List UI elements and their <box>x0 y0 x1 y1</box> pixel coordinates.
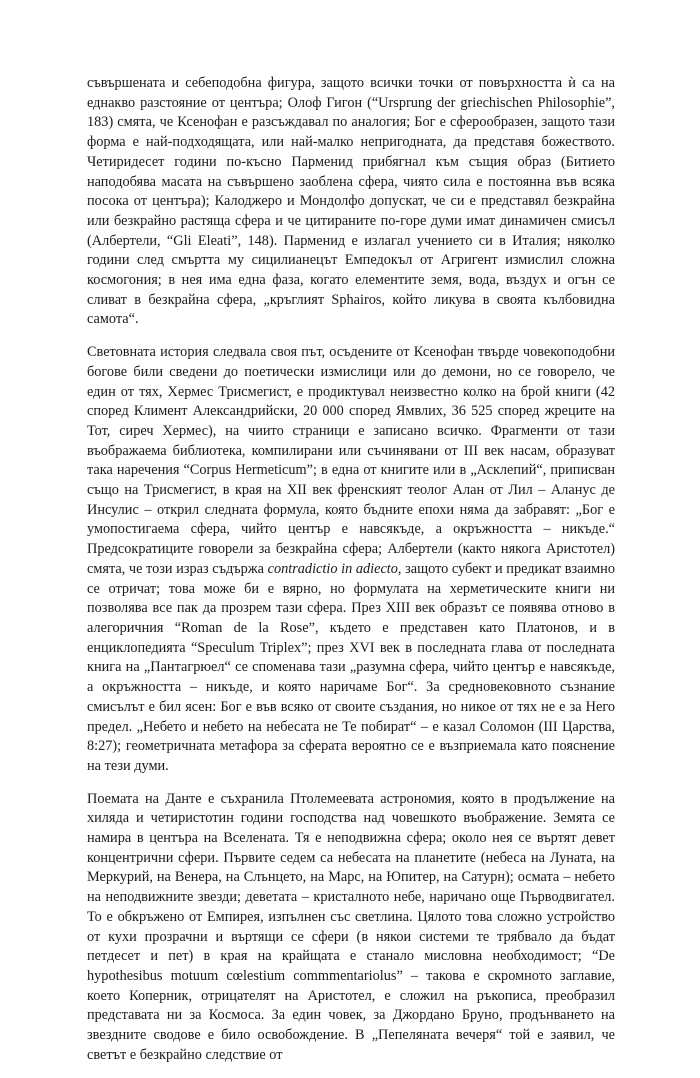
paragraph-2-text-end: , защото субект и предикат взаимно се отричат; това може би е вярно, но формулата на херметическите книги ни позволява все пак да прозрем тази сфера. През XIII век образът се появява отново в алегоричния “Roman de la Rose”, където е представен като Платонов, и в енциклопедията “Speculum Triplex”; през XVI век в последната глава от последната книга на „Пантагрюел“ се споменава тази „разумна сфера, чийто център е навсякъде, а окръжността – никъде, и която наричаме Бог“. За средновековното съзнание смисълът е бил ясен: Бог е във всяко от своите създания, но никое от тях не е за Него предел. „Небето и небето на небесата не Те побират“ – е казал Соломон (III Царства, 8:27); геометричната метафора за сферата вероятно се е възприемала като пояснение на тези думи. <box>87 560 615 774</box>
document-page <box>87 74 615 1078</box>
paragraph-2-text-start: Световната история следвала своя път, осъдените от Ксенофан твърде човекоподобни богове били сведени до поетически измислици или до демони, но се говорело, че един от тях, Хермес Трисмегист, е продиктувал неизвестно колко на брой книги (42 според Климент Александрийски, 20 000 според Ямвлих, 36 525 според жреците на Тот, сиреч Хермес), на чиито страници е записано всичко. Фрагменти от тази въображаема библиотека, компилирани или съчинявани от III век насам, образуват така наречения “Corpus Hermeticum”; в една от книгите или в „Асклепий“, приписван също на Трисмегист, в края на XII век френският теолог Алан от Лил – Аланус де Инсулис – открил следната формула, която бъдните епохи няма да забравят: „Бог е умопостигаема сфера, чийто център е навсякъде, а окръжността – никъде.“ Предсократиците говорели за безкрайна сфера; Албертели (както някога Аристотел) смята, че този израз съдържа <box>87 344 615 577</box>
paragraph-1-text: съвършената и себеподобна фигура, защото всички точки от повърхността ѝ са на еднакво разстояние от центъра; Олоф Гигон (“Ursprung der griechischen Philosophie”, 183) смята, че Ксенофан е разсъждавал по аналогия; Бог е сферообразен, защото тази форма е най-подходящата, или най-малко непригодната, да представя божеството. Четиридесет години по-късно Парменид прибягнал към същия образ (Битието наподобява масата на съвършено заоблена сфера, чиято сила е постоянна във всяка посока от центъра); Калоджеро и Мондолфо допускат, че си е представял безкрайна или безкрайно растяща сфера и че цитираните по-горе думи имат динамичен смисъл (Албертели, “Gli Eleati”, 148). Парменид е излагал учението си в Италия; няколко години след смъртта му сицилианецът Емпедокъл от Агригент измислил сложна космогония; в нея има една фаза, когато елементите земя, вода, въздух и огън се сливат в безкрайна сфера, „кръглият Sphairos, който ликува в своята кълбовидна самота“. <box>87 75 615 328</box>
paragraph-3-text: Поемата на Данте е съхранила Птолемеевата астрономия, която в продължение на хиляда и четиристотин години господства над човешкото въображение. Земята се намира в центъра на Вселената. Тя е неподвижна сфера; около нея се въртят девет концентрични сфери. Първите седем са небесата на планетите (небеса на Луната, на Меркурий, на Венера, на Слънцето, на Марс, на Юпитер, на Сатурн); осмата – небето на неподвижните звезди; деветата – кристалното небе, наричано още Първодвигател. То е обкръжено от Емпирея, изпълнен със светлина. Цялото това сложно устройство от кухи прозрачни и въртящи се сфери (в някои системи те трябвало да бъдат петдесет и пет) в края на крайщата е станало мисловна необходимост; “De hypothesibus motuum cœlestium commmentariolus” – такова е скромното заглавие, което Коперник, отрицателят на Аристотел, е сложил на ръкописа, преобразил представата ни за Космоса. За един човек, за Джордано Бруно, продънването на звездните сводове е било освобождение. В „Пепеляната вечеря“ той е заявил, че светът е безкрайно следствие от <box>87 790 615 1063</box>
paragraph-2 <box>87 343 615 776</box>
paragraph-3 <box>87 790 615 1066</box>
paragraph-1 <box>87 74 615 330</box>
paragraph-2-latin-phrase: contradictio in adiecto <box>267 560 398 577</box>
